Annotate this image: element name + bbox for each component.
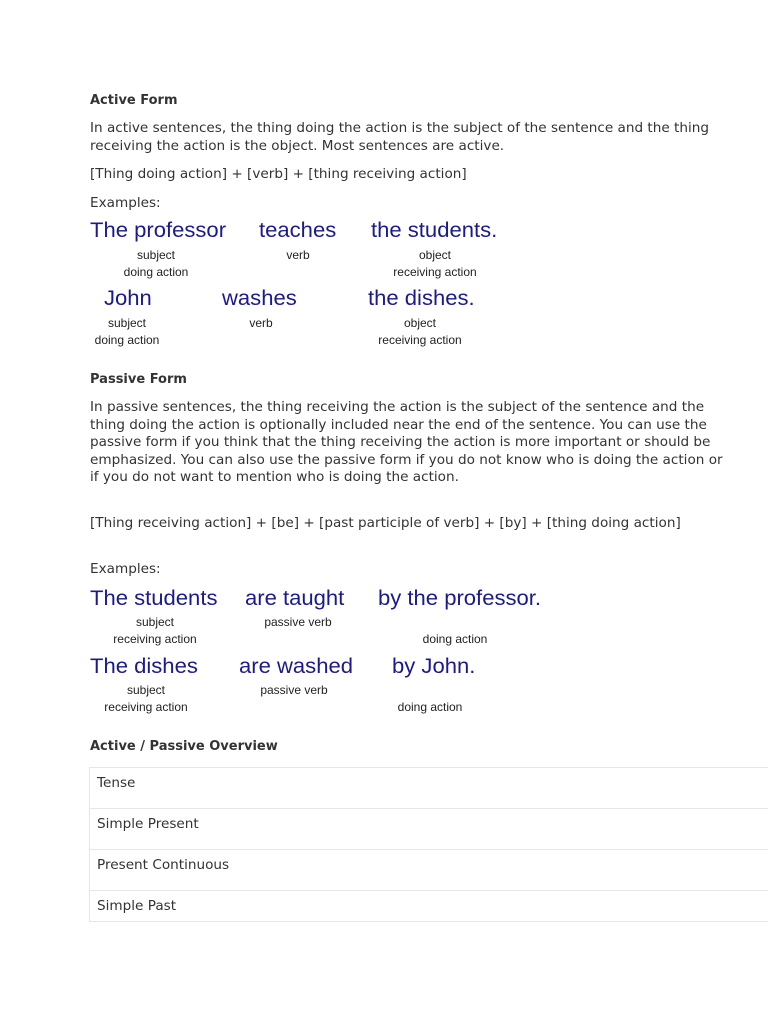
example-agent-label: doing action bbox=[422, 632, 488, 646]
example-subject-label: subject doing action bbox=[123, 248, 189, 279]
example-subject-label: subject receiving action bbox=[104, 683, 188, 714]
table-row bbox=[90, 768, 768, 809]
active-examples-label: Examples: bbox=[90, 195, 161, 211]
example-agent-word: by John. bbox=[392, 655, 476, 678]
example-verb-label: passive verb bbox=[260, 683, 328, 697]
table-row bbox=[90, 850, 768, 891]
example-agent-word: by the professor. bbox=[378, 587, 542, 610]
table-row bbox=[90, 809, 768, 850]
passive-form-formula: [Thing receiving action] + [be] + [past participle of verb] + [by] + [thing doing action] bbox=[90, 515, 681, 531]
passive-examples-label: Examples: bbox=[90, 561, 161, 577]
example-verb-word: are taught bbox=[245, 587, 345, 610]
example-object-word: the students. bbox=[371, 219, 498, 242]
example-verb-label: verb bbox=[286, 248, 310, 262]
table-row bbox=[90, 891, 768, 922]
table-cell: Present Continuous bbox=[97, 857, 230, 873]
example-subject-word: John bbox=[104, 287, 152, 310]
example-subject-label: subject doing action bbox=[94, 316, 160, 347]
example-verb-word: teaches bbox=[259, 219, 337, 242]
table-cell: Simple Past bbox=[97, 898, 177, 914]
table-cell: Tense bbox=[97, 775, 136, 791]
overview-table bbox=[89, 767, 768, 922]
example-verb-label: verb bbox=[249, 316, 273, 330]
example-object-word: the dishes. bbox=[368, 287, 475, 310]
example-object-label: object receiving action bbox=[378, 316, 462, 347]
table-cell: Simple Present bbox=[97, 816, 199, 832]
active-form-intro: In active sentences, the thing doing the action is the subject of the sentence and the thing receiving the action is the object. Most sentences are active. bbox=[90, 120, 709, 154]
active-form-heading: Active Form bbox=[90, 93, 178, 108]
example-object-label: object receiving action bbox=[393, 248, 477, 279]
example-subject-word: The students bbox=[90, 587, 218, 610]
example-subject-word: The dishes bbox=[90, 655, 198, 678]
example-verb-word: washes bbox=[222, 287, 297, 310]
passive-form-intro: In passive sentences, the thing receiving the action is the subject of the sentence and the thing doing the action is optionally included near the end of the sentence. You can use the passive form if you think that the thing receiving the action is more important or should be emphasized. You can also use the passive form if you do not know who is doing the action or if you do not want to mention who is doing the action. bbox=[90, 399, 723, 485]
example-subject-word: The professor bbox=[90, 219, 227, 242]
passive-form-heading: Passive Form bbox=[90, 372, 187, 387]
example-verb-label: passive verb bbox=[264, 615, 332, 629]
active-form-formula: [Thing doing action] + [verb] + [thing receiving action] bbox=[90, 166, 467, 182]
overview-heading: Active / Passive Overview bbox=[90, 739, 278, 754]
example-verb-word: are washed bbox=[239, 655, 354, 678]
example-agent-label: doing action bbox=[397, 700, 463, 714]
example-subject-label: subject receiving action bbox=[113, 615, 197, 646]
